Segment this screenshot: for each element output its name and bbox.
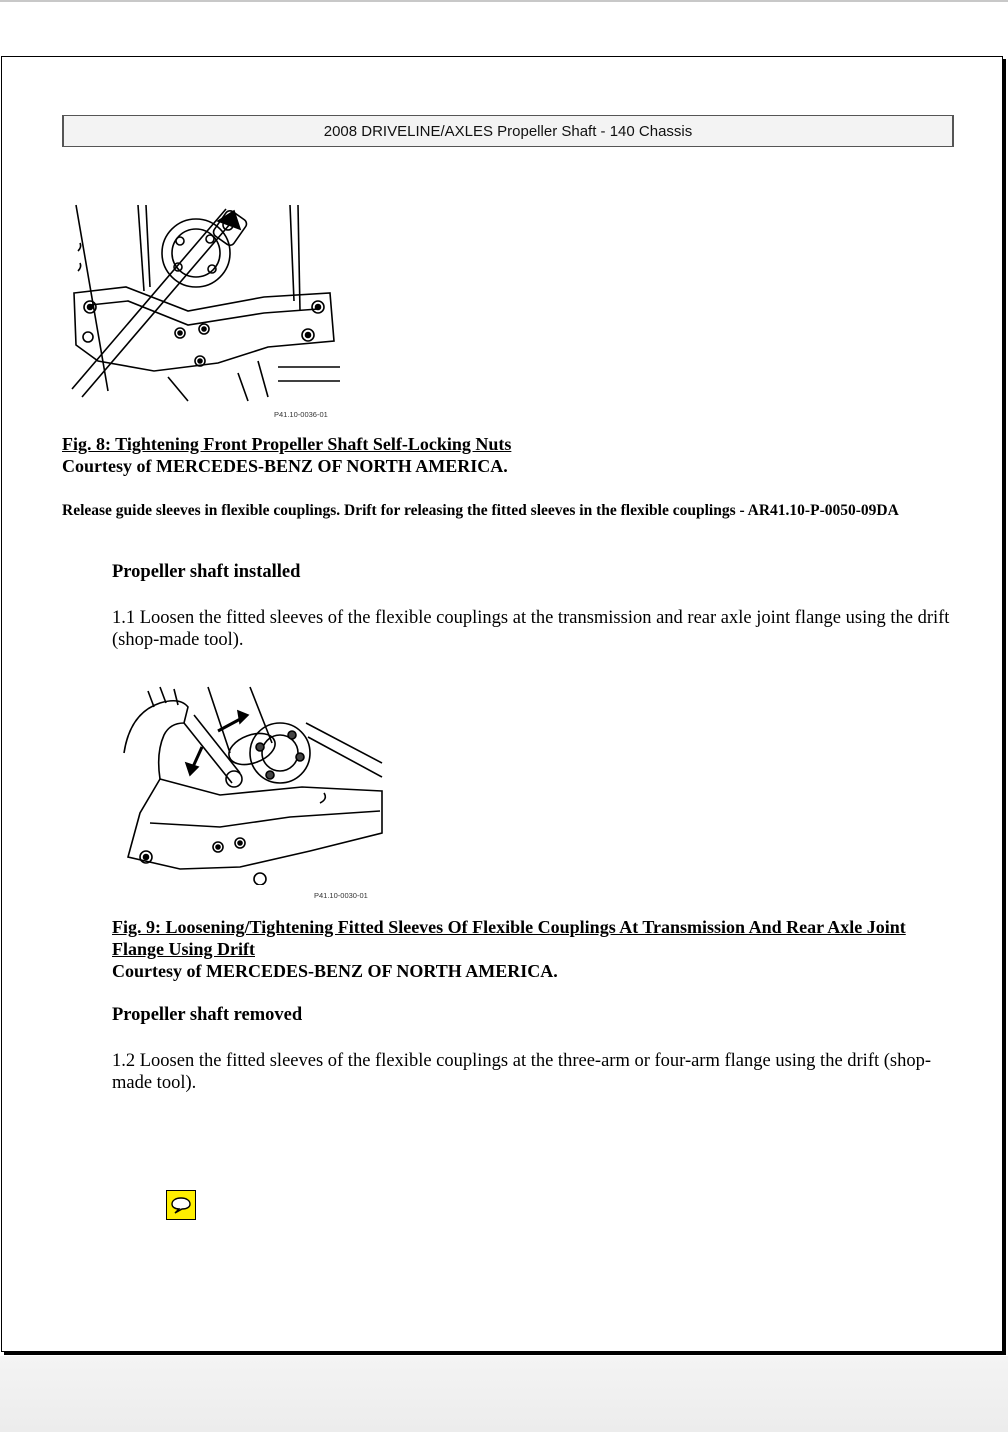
page-header-title: 2008 DRIVELINE/AXLES Propeller Shaft - 140 Chassis [323,122,693,140]
section-1-heading: Propeller shaft installed [112,562,301,582]
figure-9-drawing [120,683,384,885]
page-header [62,115,954,147]
figure-8-illustration [68,201,340,407]
section-2-heading: Propeller shaft removed [112,1005,303,1025]
section-2-step: 1.2 Loosen the fitted sleeves of the flexible couplings at the three-arm or four-arm flange using the drift (shop-made tool). [112,1051,932,1093]
figure-8-code: P41.10-0036-01 [274,410,328,419]
figure-9-caption [112,916,952,982]
section-1-step: 1.1 Loosen the fitted sleeves of the flexible couplings at the transmission and rear axle joint flange using the drift (shop-made tool). [112,608,950,650]
figure-9-courtesy: Courtesy of MERCEDES-BENZ OF NORTH AMERICA. [112,961,558,981]
speech-bubble-icon[interactable] [166,1190,196,1220]
procedure-note: Release guide sleeves in flexible couplings. Drift for releasing the fitted sleeves in the flexible couplings - AR41.10-P-0050-09DA [62,502,899,519]
comment-annotation-icon [170,1196,192,1214]
viewer-background [0,1356,1008,1432]
figure-9-code: P41.10-0030-01 [314,891,368,900]
figure-9-title: Fig. 9: Loosening/Tightening Fitted Sleeves Of Flexible Couplings At Transmission And Rear Axle Joint Flange Using Drift [112,917,906,959]
figure-8-courtesy: Courtesy of MERCEDES-BENZ OF NORTH AMERICA. [62,456,508,476]
figure-9-illustration [120,683,384,885]
figure-8-drawing [68,201,340,407]
figure-8-title: Fig. 8: Tightening Front Propeller Shaft Self-Locking Nuts [62,434,512,454]
window-top-rule [0,0,1008,2]
figure-8-caption [62,433,942,477]
document-page [1,56,1003,1352]
